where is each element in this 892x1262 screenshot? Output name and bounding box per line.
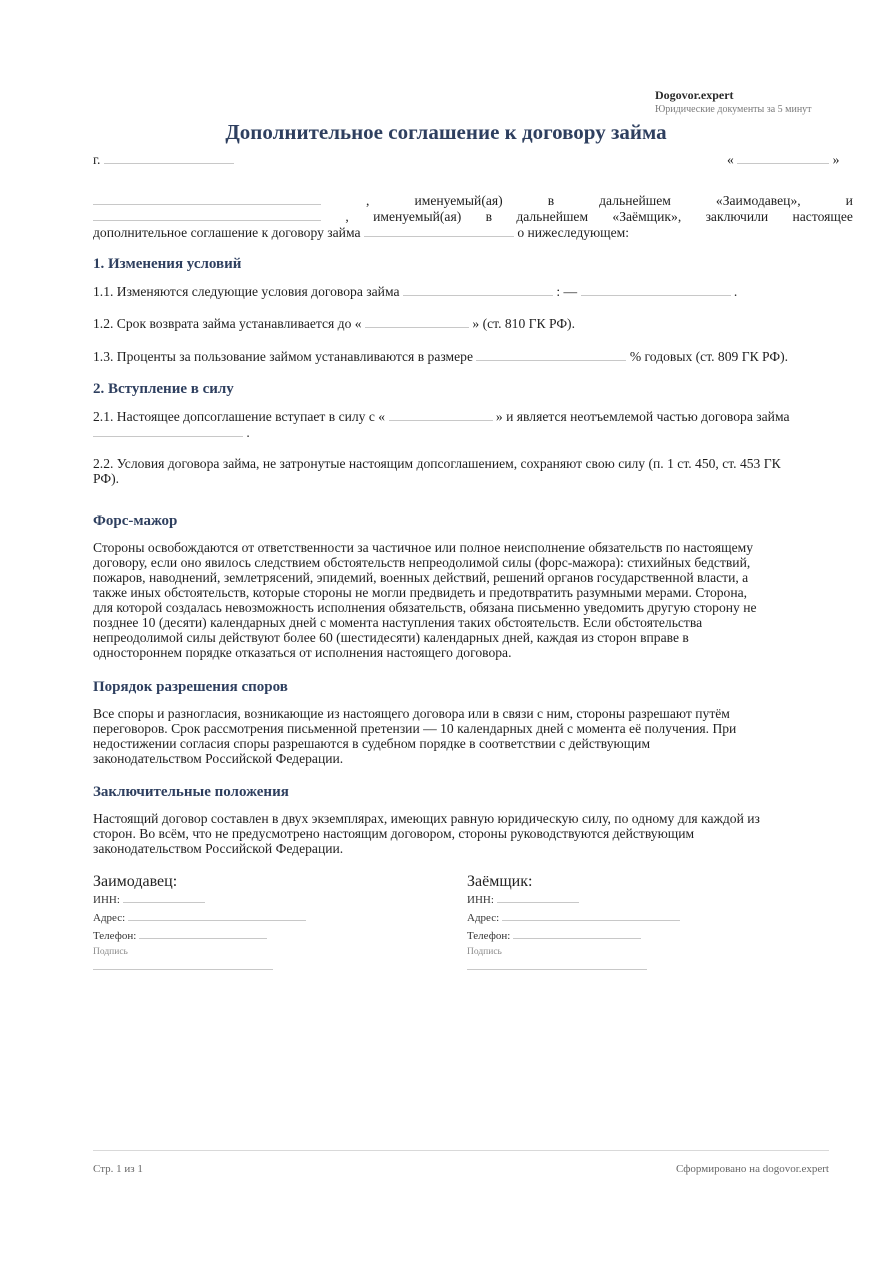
paragraph-line: Настоящий договор составлен в двух экземплярах, имеющих равную юридическую силу, по одному для каждой из	[93, 811, 760, 826]
intro-word: именуемый(ая)	[414, 193, 503, 208]
intro-text: о нижеследующем:	[517, 225, 630, 240]
paragraph-line: недостижении согласия споры разрешаются в судебном порядке в соответствии с действующим	[93, 736, 651, 751]
contract-ref-field[interactable]	[93, 424, 243, 437]
lender-address-row	[93, 911, 353, 924]
clause-1-2	[93, 315, 575, 331]
clause-text: : —	[556, 284, 578, 299]
clause-2-2: 2.2. Условия договора займа, не затронутые настоящим допсоглашением, сохраняют свою силу (п. 1 ст. 450, ст. 453 ГК	[93, 456, 781, 471]
phone-label: Телефон:	[93, 930, 137, 942]
intro-line-1	[93, 192, 853, 208]
lender-sign-label: Подпись	[93, 947, 128, 957]
borrower-inn-row	[467, 893, 727, 906]
borrower-signature-field[interactable]	[467, 969, 647, 970]
intro-word: в	[485, 209, 492, 224]
clause-2-1-cont	[93, 424, 250, 440]
intro-word: дальнейшем	[516, 209, 589, 224]
clause-text: » (ст. 810 ГК РФ).	[472, 316, 575, 331]
borrower-phone-row	[467, 929, 727, 942]
address-label: Адрес:	[467, 912, 500, 924]
city-prefix: г.	[93, 152, 101, 167]
date-close-quote: »	[832, 152, 840, 167]
clause-text: 1.3. Проценты за пользование займом устанавливаются в размере	[93, 349, 474, 364]
clause-1-3	[93, 348, 788, 364]
disputes-text	[93, 706, 873, 766]
date-field[interactable]	[737, 151, 829, 164]
clause-text: .	[246, 425, 250, 440]
intro-word: «Заёмщик»,	[612, 209, 682, 224]
intro-word: настоящее	[792, 209, 853, 224]
paragraph-line: непреодолимой силы действуют более 60 (шестидесяти) календарных дней, каждая из сторон вправе в	[93, 630, 689, 645]
paragraph-line: законодательством Российской Федерации.	[93, 751, 344, 766]
paragraph-line: пожаров, наводнений, землетрясений, эпидемий, военных действий, решений органов государственной власти, а	[93, 570, 749, 585]
lender-inn-row	[93, 893, 353, 906]
intro-line-2	[93, 208, 853, 224]
date-line	[727, 151, 839, 167]
clause-text: 1.1. Изменяются следующие условия договора займа	[93, 284, 400, 299]
effective-date-field[interactable]	[389, 408, 493, 421]
lender-signature-block	[93, 873, 353, 970]
lender-phone-row	[93, 929, 353, 942]
lender-name-field[interactable]	[93, 192, 321, 205]
lender-inn-field[interactable]	[123, 893, 205, 903]
clause-text: » и является неотъемлемой частью договора займа	[495, 409, 790, 424]
paragraph-line: договору, если оно явилось следствием обстоятельств непреодолимой силы (форс-мажора): стихийных бедствий,	[93, 555, 751, 570]
borrower-phone-field[interactable]	[513, 929, 641, 939]
clause-2-1	[93, 408, 789, 424]
intro-word: именуемый(ая)	[373, 209, 462, 224]
intro-word: в	[547, 193, 555, 208]
clause-text: 1.2. Срок возврата займа устанавливается до «	[93, 316, 362, 331]
paragraph-line: Стороны освобождаются от ответственности за частичное или полное неисполнение обязательств по настоящему	[93, 540, 754, 555]
final-provisions-text	[93, 811, 873, 856]
intro-line-3	[93, 224, 629, 240]
condition-name-field[interactable]	[403, 283, 553, 296]
page-number: Стр. 1 из 1	[93, 1163, 143, 1175]
interest-rate-field[interactable]	[476, 348, 626, 361]
city-field[interactable]	[104, 151, 234, 164]
borrower-title: Заёмщик:	[467, 873, 533, 890]
paragraph-line: одностороннем порядке отказаться от исполнения настоящего договора.	[93, 645, 512, 660]
paragraph-line: Все споры и разногласия, возникающие из настоящего договора или в связи с ним, стороны разрешают путём	[93, 706, 730, 721]
borrower-signature-block	[467, 873, 727, 970]
intro-word: и	[845, 193, 853, 208]
clause-text: 2.1. Настоящее допсоглашение вступает в силу с «	[93, 409, 386, 424]
date-open-quote: «	[727, 152, 734, 167]
lender-phone-field[interactable]	[139, 929, 267, 939]
clause-text: % годовых (ст. 809 ГК РФ).	[629, 349, 789, 364]
paragraph-line: позднее 10 (десяти) календарных дней с момента наступления таких обстоятельств. Если обстоятельства	[93, 615, 703, 630]
paragraph-line: переговоров. Срок рассмотрения письменной претензии — 10 календарных дней с момента её получения. При	[93, 721, 737, 736]
section-1-heading: 1. Изменения условий	[93, 256, 242, 272]
lender-address-field[interactable]	[128, 911, 306, 921]
lender-title: Заимодавец:	[93, 873, 178, 890]
paragraph-line: для которой создалась невозможность исполнения обязательств, обязана письменно уведомить другую сторону не	[93, 600, 757, 615]
borrower-inn-field[interactable]	[497, 893, 579, 903]
address-label: Адрес:	[93, 912, 126, 924]
borrower-name-field[interactable]	[93, 208, 321, 221]
borrower-sign-label: Подпись	[467, 947, 502, 957]
force-majeure-heading: Форс-мажор	[93, 513, 178, 529]
phone-label: Телефон:	[467, 930, 511, 942]
city-line	[93, 151, 234, 167]
paragraph-line: также иных обстоятельств, которые стороны не могли предвидеть и предотвратить разумными мерами. Сторона,	[93, 585, 748, 600]
intro-word: «Заимодавец»,	[715, 193, 801, 208]
footer-divider	[93, 1150, 829, 1151]
clause-1-1	[93, 283, 737, 299]
intro-comma: ,	[345, 209, 349, 224]
repayment-date-field[interactable]	[365, 315, 469, 328]
force-majeure-text	[93, 540, 873, 660]
inn-label: ИНН:	[93, 894, 120, 906]
section-2-heading: 2. Вступление в силу	[93, 381, 234, 397]
document-title: Дополнительное соглашение к договору займа	[225, 120, 667, 144]
final-provisions-heading: Заключительные положения	[93, 784, 289, 800]
lender-signature-field[interactable]	[93, 969, 273, 970]
borrower-address-row	[467, 911, 727, 924]
disputes-heading: Порядок разрешения споров	[93, 679, 288, 695]
paragraph-line: законодательством Российской Федерации.	[93, 841, 344, 856]
clause-2-2-cont: РФ).	[93, 471, 119, 486]
clause-text: .	[733, 284, 738, 299]
intro-word: дальнейшем	[599, 193, 671, 208]
paragraph-line: сторон. Во всём, что не предусмотрено настоящим договором, стороны руководствуются действующим	[93, 826, 695, 841]
intro-word: заключили	[705, 209, 769, 224]
loan-contract-number-field[interactable]	[364, 224, 514, 237]
intro-comma: ,	[366, 193, 370, 208]
generated-by: Сформировано на dogovor.expert	[675, 1163, 829, 1175]
borrower-address-field[interactable]	[502, 911, 680, 921]
inn-label: ИНН:	[467, 894, 494, 906]
brand-tagline: Юридические документы за 5 минут	[655, 104, 812, 115]
brand-name: Dogovor.expert	[655, 88, 734, 102]
intro-text: дополнительное соглашение к договору займа	[93, 225, 361, 240]
condition-value-field[interactable]	[581, 283, 731, 296]
